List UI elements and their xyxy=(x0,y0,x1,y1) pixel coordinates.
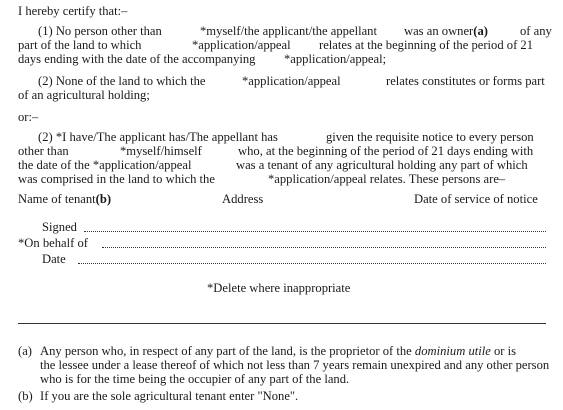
para1-line3-start: days ending with the date of the accompanying xyxy=(18,52,256,66)
or-text: or:– xyxy=(18,110,39,124)
on-behalf-label: *On behalf of xyxy=(18,236,88,250)
para2-line1-start: (2) None of the land to which the xyxy=(38,74,206,88)
footnote-a-line1: Any person who, in respect of any part of the land, is the proprietor of the dominium utile or is xyxy=(40,344,517,358)
para2b-line2-option: *myself/himself xyxy=(120,144,202,158)
para1-line2-option: *application/appeal xyxy=(192,38,291,52)
para1-line3-option: *application/appeal; xyxy=(284,52,387,66)
signed-label: Signed xyxy=(42,220,77,234)
header-address: Address xyxy=(222,192,264,206)
date-label: Date xyxy=(42,252,66,266)
para1-line2-end: relates at the beginning of the period of 21 xyxy=(319,38,534,52)
para2b-line4-start: was comprised in the land to which the xyxy=(18,172,215,186)
para2b-line1-end: given the requisite notice to every person xyxy=(326,130,534,144)
para2b-line3-end: was a tenant of any agricultural holding any part of which xyxy=(236,158,528,172)
para1-line1-mid: was an owner(a) xyxy=(404,24,488,38)
para2b-line2-end: who, at the beginning of the period of 21 days ending with xyxy=(238,144,534,158)
para2-line1-end: relates constitutes or forms part xyxy=(386,74,545,88)
para1-line2-start: part of the land to which xyxy=(18,38,142,52)
para2b-line1-start: (2) *I have/The applicant has/The appellant has xyxy=(38,130,278,144)
on-behalf-field[interactable] xyxy=(102,247,546,248)
para2b-line3-start: the date of the *application/appeal xyxy=(18,158,192,172)
para1-line1-option: *myself/the applicant/the appellant xyxy=(200,24,377,38)
footnote-ref-a: (a) xyxy=(473,24,488,38)
delete-note: *Delete where inappropriate xyxy=(207,281,351,295)
footnote-a-line3: who is for the time being the occupier of any part of the land. xyxy=(40,372,350,386)
para2b-line4-end: *application/appeal relates. These persons are– xyxy=(268,172,506,186)
header-name-of-tenant: Name of tenant(b) xyxy=(18,192,112,206)
footnote-ref-b: (b) xyxy=(95,192,112,206)
footnote-divider xyxy=(18,323,546,324)
footnote-b-label: (b) xyxy=(18,389,33,403)
certify-intro: I hereby certify that:– xyxy=(18,4,128,18)
footnote-a-label: (a) xyxy=(18,344,32,358)
para1-line1-start: (1) No person other than xyxy=(38,24,162,38)
para2b-line2-start: other than xyxy=(18,144,69,158)
dominium-utile-term: dominium utile xyxy=(414,344,491,358)
para2-line1-option: *application/appeal xyxy=(242,74,341,88)
para2-line2: of an agricultural holding; xyxy=(18,88,150,102)
signed-field[interactable] xyxy=(84,231,546,232)
header-date-of-service: Date of service of notice xyxy=(414,192,538,206)
footnote-b-text: If you are the sole agricultural tenant enter "None". xyxy=(40,389,299,403)
footnote-a-line2: the lessee under a lease thereof of which not less than 7 years remain unexpired and any other person xyxy=(40,358,550,372)
para1-line1-end: of any xyxy=(520,24,552,38)
date-field[interactable] xyxy=(78,263,546,264)
